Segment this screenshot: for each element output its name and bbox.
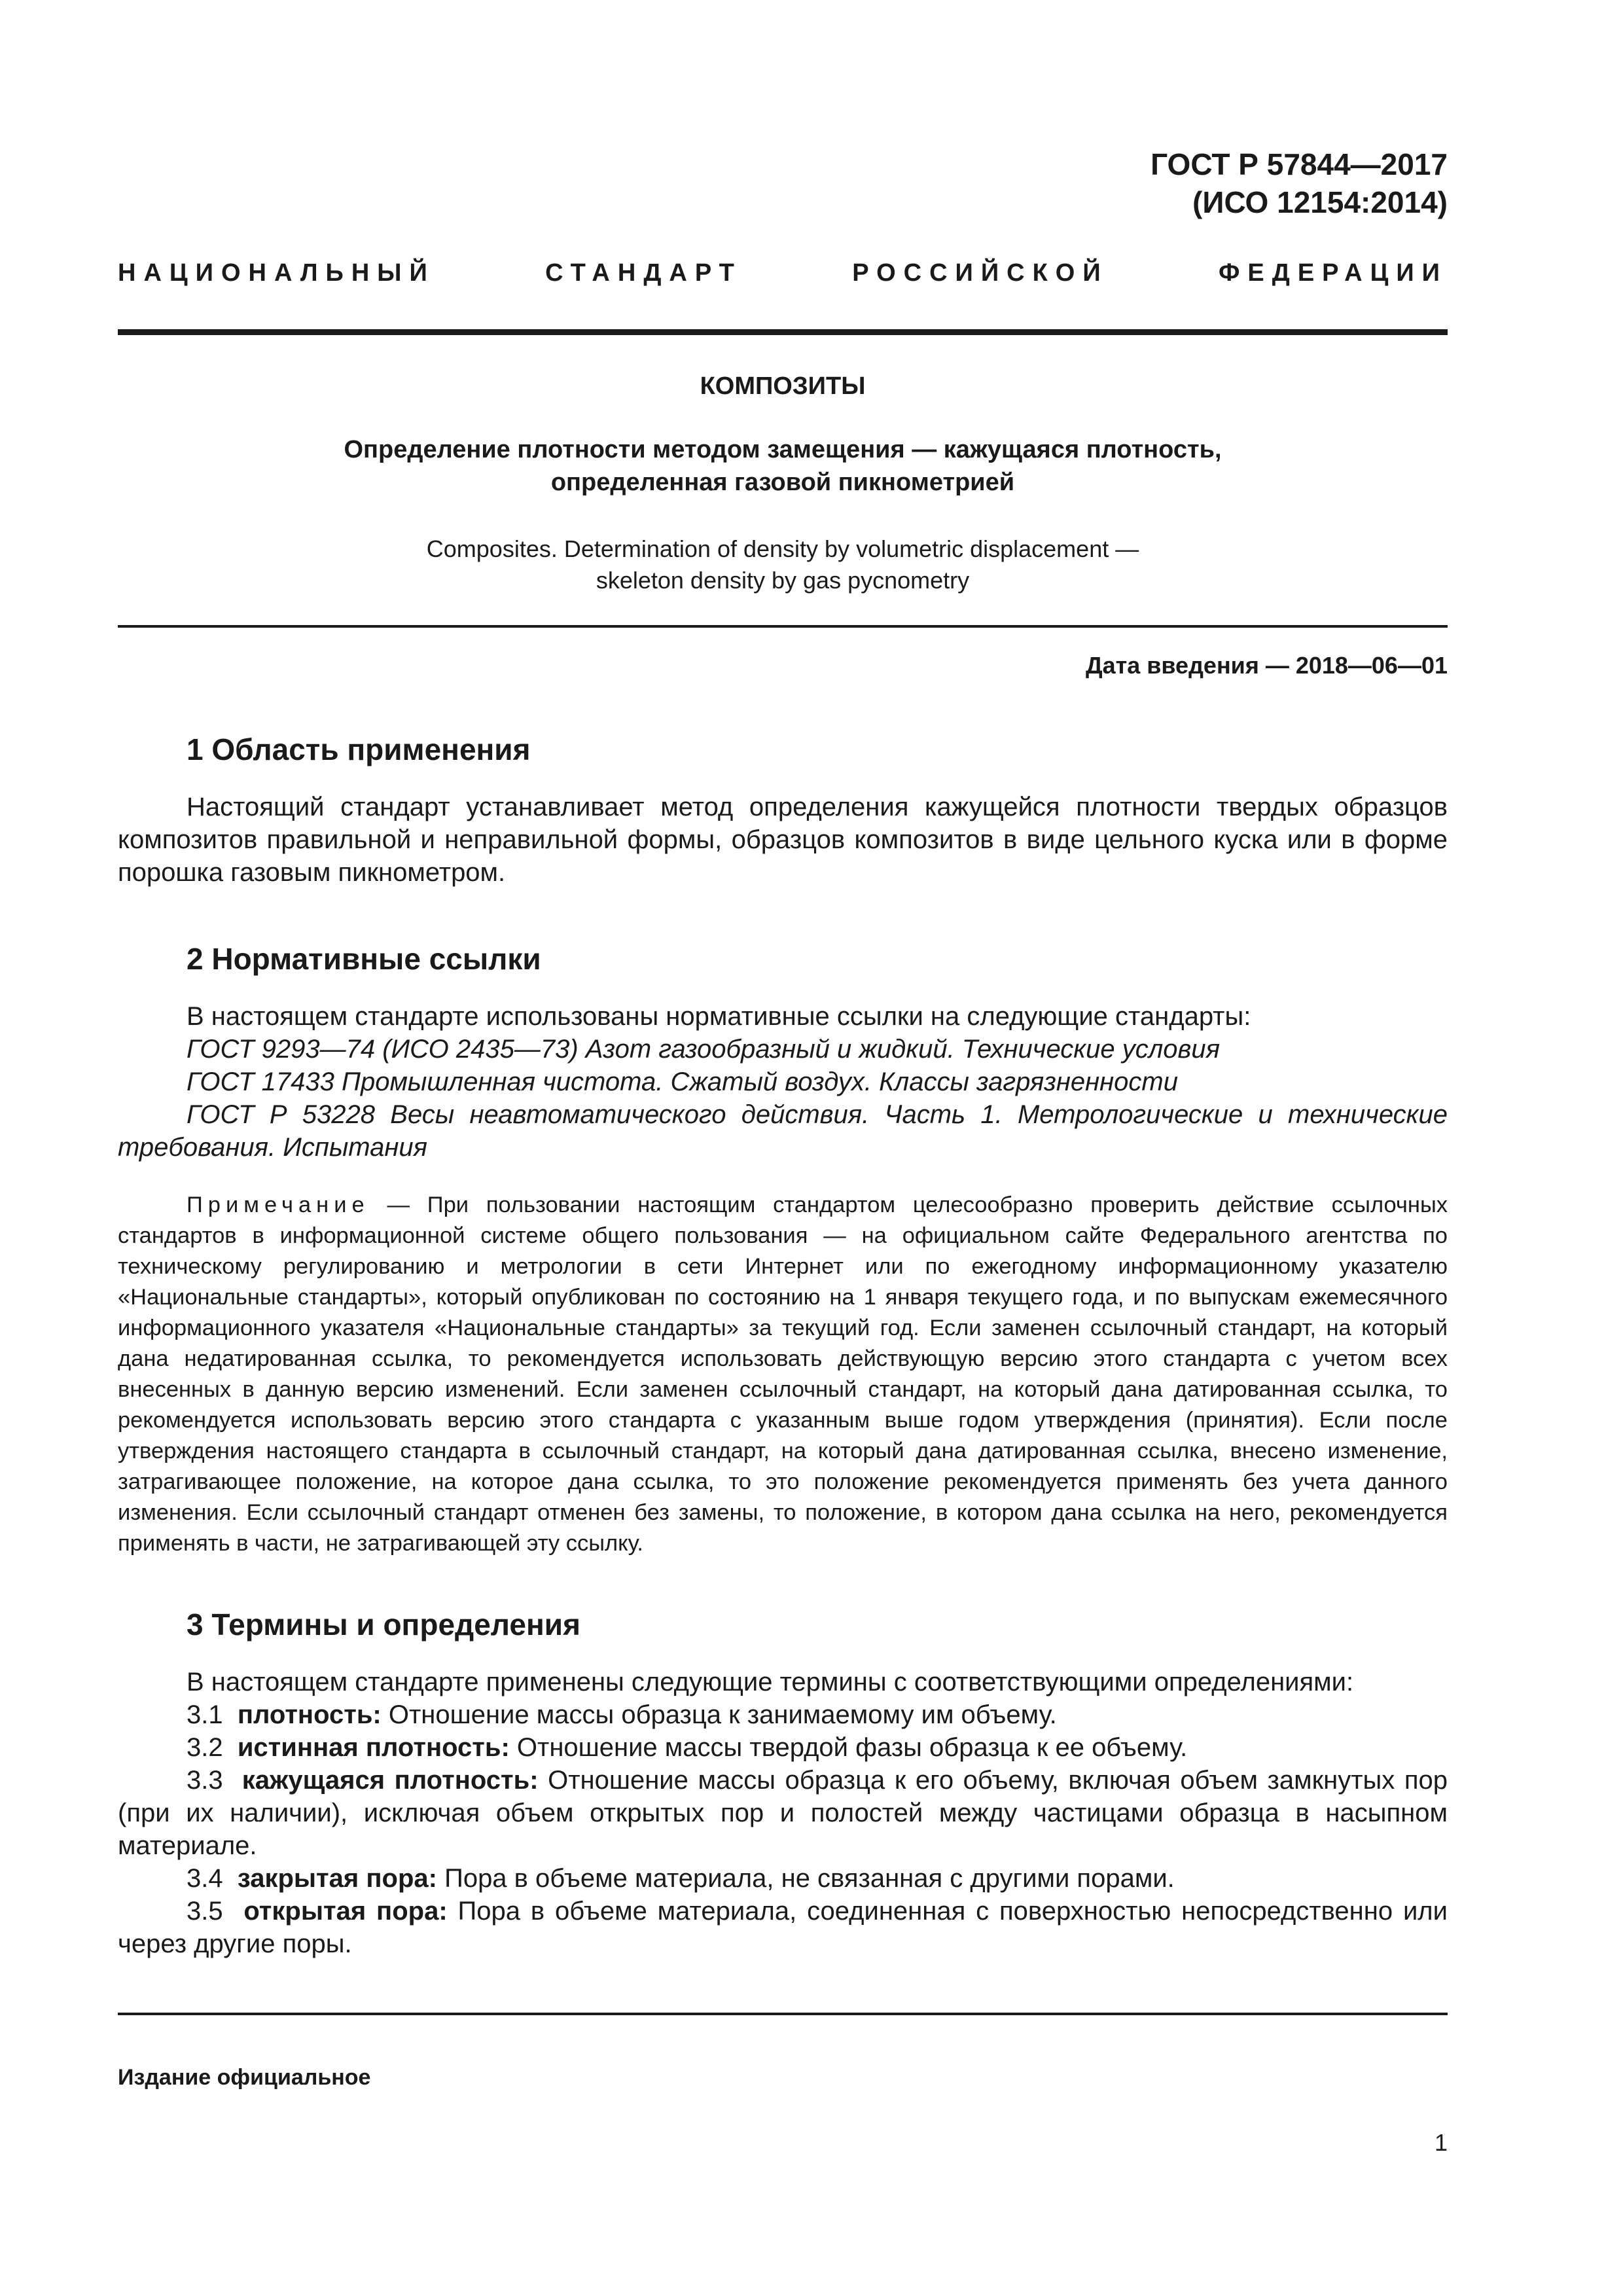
term-name: истинная плотность: bbox=[237, 1733, 510, 1762]
section-2-heading: 2 Нормативные ссылки bbox=[187, 942, 541, 976]
term-text: Отношение массы образца к занимаемому им объему. bbox=[381, 1700, 1057, 1729]
iso-number: (ИСО 12154:2014) bbox=[1192, 185, 1448, 219]
top-rule bbox=[118, 329, 1448, 335]
note-label: Примечание bbox=[187, 1193, 370, 1217]
section-2-body bbox=[118, 1000, 1448, 1164]
section-3-body bbox=[118, 1666, 1448, 1960]
reference-item: ГОСТ Р 53228 Весы неавтоматического действия. Часть 1. Метрологические и технические требования. Испытания bbox=[118, 1100, 1448, 1162]
term-number: 3.4 bbox=[187, 1864, 223, 1893]
term-definition bbox=[118, 1862, 1448, 1895]
term-name: открытая пора: bbox=[243, 1897, 448, 1926]
section-3-heading: 3 Термины и определения bbox=[187, 1607, 580, 1641]
english-title-line-2: skeleton density by gas pycnometry bbox=[596, 567, 970, 594]
term-text: Отношение массы образца к его объему, включая объем замкнутых пор (при их наличии), исключая объем открытых пор и полостей между частицами образца в насыпном материале. bbox=[118, 1766, 1448, 1860]
term-name: закрытая пора: bbox=[237, 1864, 437, 1893]
introduction-date: Дата введения — 2018—06—01 bbox=[1085, 652, 1448, 679]
term-definition bbox=[118, 1731, 1448, 1764]
section-1-body bbox=[118, 791, 1448, 889]
term-number: 3.3 bbox=[187, 1766, 223, 1795]
term-number: 3.2 bbox=[187, 1733, 223, 1762]
document-number-block bbox=[982, 145, 1448, 221]
document-subtitle bbox=[118, 433, 1448, 499]
edition-label: Издание официальное bbox=[118, 2065, 371, 2090]
section-3-intro: В настоящем стандарте применены следующие термины с соответствующими определениями: bbox=[187, 1668, 1354, 1696]
term-number: 3.5 bbox=[187, 1897, 223, 1926]
english-title-line-1: Composites. Determination of density by volumetric displacement — bbox=[426, 535, 1139, 562]
note-paragraph bbox=[118, 1190, 1448, 1559]
term-text: Пора в объеме материала, соединенная с поверхностью непосредственно или через другие поры. bbox=[118, 1897, 1448, 1958]
subtitle-line-1: Определение плотности методом замещения — кажущаяся плотность, bbox=[344, 436, 1222, 463]
term-number: 3.1 bbox=[187, 1700, 223, 1729]
term-text: Отношение массы твердой фазы образца к ее объему. bbox=[509, 1733, 1188, 1762]
section-1-heading: 1 Область применения bbox=[187, 732, 531, 766]
english-title bbox=[118, 533, 1448, 596]
section-2-intro: В настоящем стандарте использованы нормативные ссылки на следующие стандарты: bbox=[187, 1002, 1251, 1031]
subtitle-line-2: определенная газовой пикнометрией bbox=[550, 469, 1015, 496]
title-rule bbox=[118, 625, 1448, 628]
page-number: 1 bbox=[1434, 2129, 1448, 2156]
section-1-paragraph: Настоящий стандарт устанавливает метод определения кажущейся плотности твердых образцов композитов правильной и неправильной формы, образцов композитов в виде цельного куска или в форме порошка газовым пикнометром. bbox=[118, 793, 1448, 887]
gost-number: ГОСТ Р 57844—2017 bbox=[1150, 147, 1448, 181]
term-definition bbox=[118, 1764, 1448, 1862]
note-text: — При пользовании настоящим стандартом целесообразно проверить действие ссылочных стандартов в информационной системе общего пользования — на официальном сайте Федерального агентства по техническому регулированию и метрологии в сети Интернет или по ежегодному информационному указателю «Национальные стандарты», который опубликован по состоянию на 1 января текущего года, и по выпускам ежемесячного информационного указателя «Национальные стандарты» за текущий год. Если заменен ссылочный стандарт, на который дана недатированная ссылка, то рекомендуется использовать действующую версию этого стандарта с учетом всех внесенных в данную версию изменений. Если заменен ссылочный стандарт, на который дана датированная ссылка, то рекомендуется использовать версию этого стандарта с указанным выше годом утверждения (принятия). Если после утверждения настоящего стандарта в ссылочный стандарт, на который дана датированная ссылка, внесено изменение, затрагивающее положение, на которое дана ссылка, то это положение рекомендуется применять без учета данного изменения. Если ссылочный стандарт отменен без замены, то положение, в котором дана ссылка на него, рекомендуется применять в части, не затрагивающей эту ссылку. bbox=[118, 1193, 1448, 1556]
reference-item: ГОСТ 9293—74 (ИСО 2435—73) Азот газообразный и жидкий. Технические условия bbox=[187, 1035, 1221, 1064]
term-definition bbox=[118, 1895, 1448, 1960]
term-name: плотность: bbox=[237, 1700, 382, 1729]
note-block bbox=[118, 1190, 1448, 1559]
term-definition bbox=[118, 1698, 1448, 1731]
term-name: кажущаяся плотность: bbox=[241, 1766, 539, 1795]
term-text: Пора в объеме материала, не связанная с другими порами. bbox=[437, 1864, 1175, 1893]
reference-item: ГОСТ 17433 Промышленная чистота. Сжатый воздух. Классы загрязненности bbox=[187, 1067, 1178, 1096]
document-title: КОМПОЗИТЫ bbox=[700, 372, 866, 400]
footer-rule bbox=[118, 2013, 1448, 2015]
standard-banner: НАЦИОНАЛЬНЫЙ СТАНДАРТ РОССИЙСКОЙ ФЕДЕРАЦИИ bbox=[118, 259, 1448, 287]
